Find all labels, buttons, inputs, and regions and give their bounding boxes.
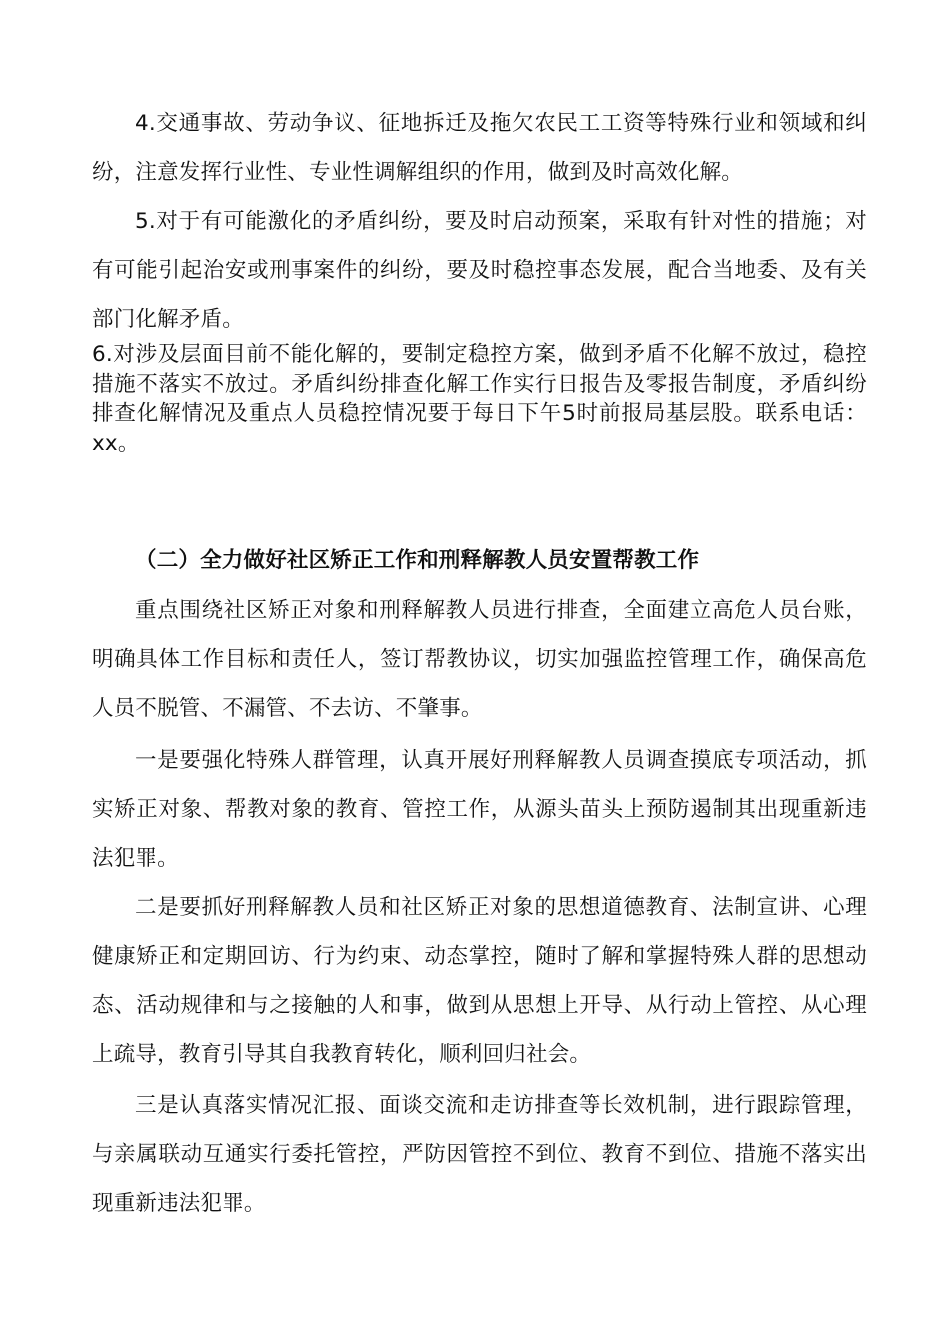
section-heading: （二）全力做好社区矫正工作和刑释解教人员安置帮教工作: [135, 548, 700, 573]
point-two-paragraph: 二是要抓好刑释解教人员和社区矫正对象的思想道德教育、法制宣讲、心理健康矫正和定期回访、行为约束、动态掌控，随时了解和掌握特殊人群的思想动态、活动规律和与之接触的人和事，做到从思想上开导、从行动上管控、从心理上疏导，教育引导其自我教育转化，顺利回归社会。: [92, 895, 867, 1067]
paragraph-item-4: 4.交通事故、劳动争议、征地拆迁及拖欠农民工工资等特殊行业和领域和纠纷，注意发挥行业性、专业性调解组织的作用，做到及时高效化解。: [92, 111, 867, 185]
section-intro-paragraph: 重点围绕社区矫正对象和刑释解教人员进行排查，全面建立高危人员台账，明确具体工作目标和责任人，签订帮教协议，切实加强监控管理工作，确保高危人员不脱管、不漏管、不去访、不肇事。: [92, 598, 867, 721]
paragraph-item-6: 6.对涉及层面目前不能化解的，要制定稳控方案，做到矛盾不化解不放过，稳控措施不落实不放过。矛盾纠纷排查化解工作实行日报告及零报告制度，矛盾纠纷排查化解情况及重点人员稳控情况要于每日下午5时前报局基层股。联系电话：xx。: [92, 342, 867, 456]
paragraph-item-5: 5.对于有可能激化的矛盾纠纷，要及时启动预案，采取有针对性的措施；对有可能引起治安或刑事案件的纠纷，要及时稳控事态发展，配合当地委、及有关部门化解矛盾。: [92, 209, 867, 332]
point-one-paragraph: 一是要强化特殊人群管理，认真开展好刑释解教人员调查摸底专项活动，抓实矫正对象、帮教对象的教育、管控工作，从源头苗头上预防遏制其出现重新违法犯罪。: [92, 748, 867, 871]
point-three-paragraph: 三是认真落实情况汇报、面谈交流和走访排查等长效机制，进行跟踪管理，与亲属联动互通实行委托管控，严防因管控不到位、教育不到位、措施不落实出现重新违法犯罪。: [92, 1093, 867, 1216]
